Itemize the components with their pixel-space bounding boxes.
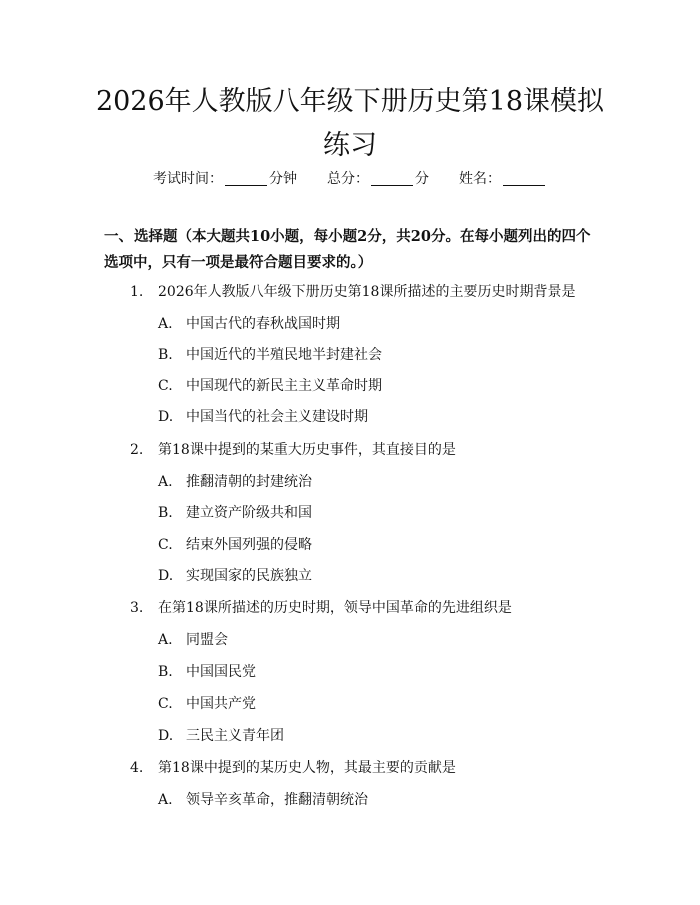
student-name-label: 姓名：	[459, 171, 501, 187]
question-number: 2.	[130, 442, 144, 458]
option-letter: D.	[158, 728, 174, 744]
exam-time-blank	[225, 171, 267, 186]
section-number: 一、	[104, 228, 133, 245]
option-letter: B.	[158, 664, 173, 680]
exam-time-field	[153, 168, 297, 188]
exam-info-row	[0, 168, 700, 188]
option-letter: A.	[158, 632, 173, 648]
option-text: 中国共产党	[186, 696, 256, 712]
option-letter: C.	[158, 696, 173, 712]
total-score-blank	[371, 171, 413, 186]
option-letter: C.	[158, 537, 173, 553]
option-letter: A.	[158, 792, 173, 808]
question-number: 4.	[130, 760, 144, 776]
question-text: 2026年人教版八年级下册历史第18课所描述的主要历史时期背景是	[158, 284, 576, 300]
option-text: 中国现代的新民主主义革命时期	[186, 378, 382, 394]
option-item	[158, 376, 382, 396]
option-letter: A.	[158, 474, 173, 490]
total-score-field	[327, 168, 429, 188]
option-text: 推翻清朝的封建统治	[186, 474, 312, 490]
option-item	[158, 535, 312, 555]
title-line-1: 2026年人教版八年级下册历史第18课模拟	[95, 86, 605, 117]
question-1	[130, 282, 575, 302]
question-text: 在第18课所描述的历史时期，领导中国革命的先进组织是	[158, 600, 512, 616]
option-text: 领导辛亥革命，推翻清朝统治	[186, 792, 368, 808]
question-text: 第18课中提到的某历史人物，其最主要的贡献是	[158, 760, 456, 776]
option-text: 三民主义青年团	[186, 728, 284, 744]
option-item	[158, 694, 256, 714]
option-letter: B.	[158, 347, 173, 363]
option-text: 建立资产阶级共和国	[186, 505, 312, 521]
total-score-label: 总分：	[327, 171, 369, 187]
question-4	[130, 758, 456, 778]
option-text: 中国当代的社会主义建设时期	[186, 409, 368, 425]
option-text: 中国古代的春秋战国时期	[186, 316, 340, 332]
page-title	[60, 80, 640, 168]
option-item	[158, 407, 368, 427]
title-line-2: 练习	[323, 130, 377, 161]
option-text: 中国国民党	[186, 664, 256, 680]
section-heading	[104, 224, 604, 276]
option-item	[158, 726, 284, 746]
option-text: 结束外国列强的侵略	[186, 537, 312, 553]
question-3	[130, 598, 512, 618]
exam-time-unit: 分钟	[269, 171, 297, 187]
option-item	[158, 345, 382, 365]
option-letter: D.	[158, 409, 174, 425]
total-score-unit: 分	[415, 171, 429, 187]
student-name-blank	[503, 171, 545, 186]
section-instructions: 选择题（本大题共10小题，每小题2分，共20分。在每小题列出的四个选项中，只有一项是最符合题目要求的。）	[104, 228, 591, 271]
option-item	[158, 472, 312, 492]
question-text: 第18课中提到的某重大历史事件，其直接目的是	[158, 442, 456, 458]
option-item	[158, 314, 340, 334]
option-letter: C.	[158, 378, 173, 394]
option-letter: D.	[158, 568, 174, 584]
exam-time-label: 考试时间：	[153, 171, 223, 187]
question-2	[130, 440, 456, 460]
student-name-field	[459, 168, 547, 188]
question-number: 3.	[130, 600, 144, 616]
option-letter: B.	[158, 505, 173, 521]
option-letter: A.	[158, 316, 173, 332]
option-text: 中国近代的半殖民地半封建社会	[186, 347, 382, 363]
option-item	[158, 790, 368, 810]
option-item	[158, 566, 312, 586]
option-text: 实现国家的民族独立	[186, 568, 312, 584]
option-item	[158, 662, 256, 682]
option-text: 同盟会	[186, 632, 228, 648]
option-item	[158, 503, 312, 523]
question-number: 1.	[130, 284, 144, 300]
option-item	[158, 630, 228, 650]
